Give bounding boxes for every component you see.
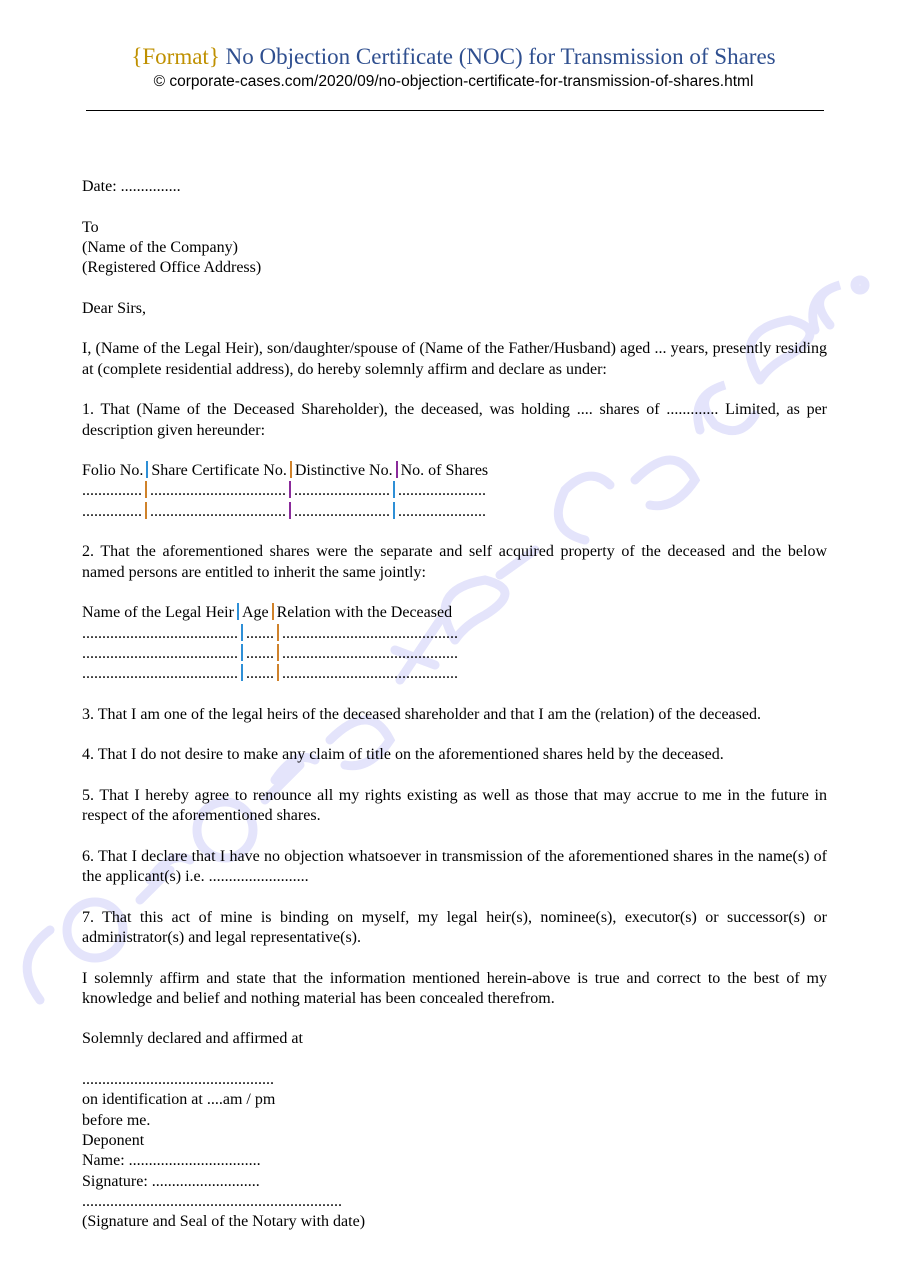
cell: ............................................: [282, 624, 458, 642]
cell: .......: [246, 624, 274, 642]
document-body: [82, 177, 827, 1232]
cell: .......................................: [82, 624, 238, 642]
separator: [289, 481, 291, 498]
title-text: No Objection Certificate (NOC) for Transmission of Shares: [225, 44, 776, 69]
shares-table: [82, 461, 827, 522]
table-row: [82, 624, 827, 644]
address-line: To: [82, 218, 99, 236]
table-header-row: [82, 603, 827, 623]
col-certificate: Share Certificate No.: [151, 462, 287, 480]
separator: [290, 461, 292, 478]
declared-at: Solemnly declared and affirmed at: [82, 1030, 303, 1048]
separator: [237, 603, 239, 620]
address-block: [82, 218, 827, 279]
cell: ......................: [398, 482, 486, 500]
cell: ..................................: [150, 482, 286, 500]
identification-line: on identification at ....am / pm: [82, 1091, 276, 1109]
table-row: [82, 481, 827, 501]
point-6: 6. That I declare that I have no objection whatsoever in transmission of the aforementioned shares in the name(s) of the applicant(s) i.e. .........................: [82, 847, 827, 886]
notary-label: (Signature and Seal of the Notary with date): [82, 1213, 366, 1231]
cell: .......: [246, 665, 274, 683]
document-title: [0, 42, 907, 72]
heirs-table: [82, 603, 827, 684]
col-relation: Relation with the Deceased: [276, 604, 453, 622]
deponent-name: Name: .................................: [82, 1152, 261, 1170]
separator: [393, 502, 395, 519]
col-age: Age: [241, 604, 269, 622]
col-heir-name: Name of the Legal Heir: [82, 604, 234, 622]
separator: [241, 664, 243, 681]
point-1: 1. That (Name of the Deceased Shareholder), the deceased, was holding .... shares of ............. Limited, as per description given hereunder:: [82, 401, 827, 439]
before-me: before me.: [82, 1111, 151, 1129]
separator: [145, 502, 147, 519]
separator: [241, 624, 243, 641]
separator: [241, 644, 243, 661]
separator: [145, 481, 147, 498]
separator: [146, 461, 148, 478]
place-line: ................................................: [82, 1071, 274, 1089]
format-tag: {Format}: [131, 44, 220, 69]
date-line: Date: ...............: [82, 178, 181, 195]
cell: ...............: [82, 482, 142, 500]
separator: [393, 481, 395, 498]
header-divider: [86, 110, 824, 111]
salutation: Dear Sirs,: [82, 299, 146, 317]
document-header: [0, 42, 907, 92]
point-2: 2. That the aforementioned shares were the separate and self acquired property of the deceased and the below named persons are entitled to inherit the same jointly:: [82, 543, 827, 581]
cell: ............................................: [282, 644, 458, 662]
separator: [277, 644, 279, 661]
deponent-label: Deponent: [82, 1131, 145, 1149]
cell: ........................: [294, 482, 390, 500]
signature-section: [82, 1070, 827, 1232]
separator: [396, 461, 398, 478]
affirmation: I solemnly affirm and state that the information mentioned herein-above is true and correct to the best of my knowledge and belief and nothing material has been concealed therefrom.: [82, 969, 827, 1007]
cell: ............................................: [282, 665, 458, 683]
deponent-signature: Signature: ...........................: [82, 1172, 260, 1190]
address-line: (Name of the Company): [82, 238, 238, 256]
col-distinctive: Distinctive No.: [294, 462, 393, 480]
source-url: © corporate-cases.com/2020/09/no-objection-certificate-for-transmission-of-shares.html: [153, 73, 754, 90]
point-4: 4. That I do not desire to make any claim of title on the aforementioned shares held by the deceased.: [82, 746, 724, 764]
point-3: 3. That I am one of the legal heirs of the deceased shareholder and that I am the (relation) of the deceased.: [82, 705, 761, 723]
intro-paragraph: I, (Name of the Legal Heir), son/daughter/spouse of (Name of the Father/Husband) aged ... years, presently residing at (complete residential address), do hereby solemnly affirm and declare as under:: [82, 340, 827, 378]
col-shares: No. of Shares: [400, 462, 489, 480]
separator: [277, 664, 279, 681]
table-row: [82, 502, 827, 522]
cell: ........................: [294, 502, 390, 520]
table-row: [82, 644, 827, 664]
cell: .......................................: [82, 644, 238, 662]
separator: [272, 603, 274, 620]
point-7: 7. That this act of mine is binding on myself, my legal heir(s), nominee(s), executor(s) or successor(s) or administrator(s) and legal representative(s).: [82, 908, 827, 946]
address-line: (Registered Office Address): [82, 259, 262, 277]
cell: ...............: [82, 502, 142, 520]
col-folio: Folio No.: [82, 462, 144, 480]
cell: ......................: [398, 502, 486, 520]
point-5: 5. That I hereby agree to renounce all my rights existing as well as those that may accrue to me in the future in respect of the aforementioned shares.: [82, 786, 827, 825]
cell: ..................................: [150, 502, 286, 520]
cell: .......: [246, 644, 274, 662]
cell: .......................................: [82, 665, 238, 683]
separator: [289, 502, 291, 519]
table-header-row: [82, 461, 827, 481]
separator: [277, 624, 279, 641]
table-row: [82, 664, 827, 684]
notary-line: .................................................................: [82, 1192, 342, 1210]
